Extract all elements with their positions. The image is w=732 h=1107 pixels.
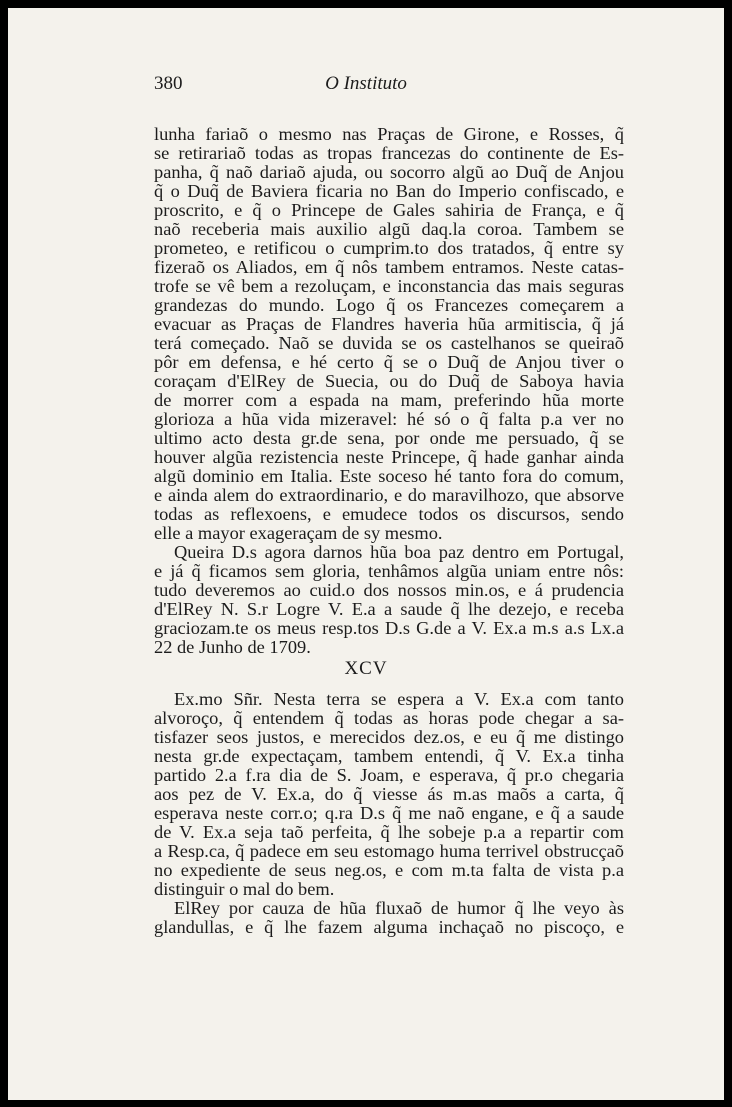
text-line: terá começado. Naõ se duvida se os castelhanos se queiraõ <box>154 333 624 353</box>
text-line: nesta gr.de expectaçam, tambem entendi, q̃ V. Ex.a tinha <box>154 746 624 766</box>
text-line: alvoroço, q̃ entendem q̃ todas as horas pode chegar a sa- <box>154 708 624 728</box>
text-line: panha, q̃ naõ dariaõ ajuda, ou socorro algũ ao Duq̃ de Anjou <box>154 162 624 182</box>
running-title: O Instituto <box>325 73 407 94</box>
text-line: prometeo, e retificou o cumprim.to dos tratados, q̃ entre sy <box>154 238 624 258</box>
text-line: no expediente de seus neg.os, e com m.ta falta de vista p.a <box>154 860 624 880</box>
text-line: de V. Ex.a seja taõ perfeita, q̃ lhe sobeje p.a a repartir com <box>154 822 624 842</box>
text-line: aos pez de V. Ex.a, do q̃ viesse ás m.as maõs a carta, q̃ <box>154 784 624 804</box>
section-title: XCV <box>344 658 388 679</box>
text-line: trofe se vê bem a rezoluçam, e inconstancia das mais seguras <box>154 276 624 296</box>
text-line: glandullas, e q̃ lhe fazem alguma inchaçaõ no piscoço, e <box>154 917 624 937</box>
text-line: tudo deveremos ao cuid.o dos nossos min.os, e á prudencia <box>154 580 624 600</box>
text-line: partido 2.a f.ra dia de S. Joam, e esperava, q̃ pr.o chegaria <box>154 765 624 785</box>
text-line: distinguir o mal do bem. <box>154 879 335 899</box>
text-line: q̃ o Duq̃ de Baviera ficaria no Ban do Imperio confiscado, e <box>154 181 624 201</box>
text-line: ElRey por cauza de hũa fluxaõ de humor q̃ lhe veyo às <box>174 898 624 918</box>
text-line: a Resp.ca, q̃ padece em seu estomago huma terrivel obstrucçaõ <box>154 841 624 861</box>
text-line: de morrer com a espada na mam, preferindo hũa morte <box>154 390 624 410</box>
text-line: ultimo acto desta gr.de sena, por onde me persuado, q̃ se <box>154 428 624 448</box>
text-line: glorioza a hũa vida mizeravel: hé só o q̃ falta p.a ver no <box>154 409 624 429</box>
text-line: houver algũa rezistencia neste Princepe, q̃ hade ganhar ainda <box>154 447 624 467</box>
text-line: 22 de Junho de 1709. <box>154 637 311 657</box>
text-line: todas as reflexoens, e emudece todos os discursos, sendo <box>154 504 624 524</box>
text-line: e já q̃ ficamos sem gloria, tenhâmos algũa uniam entre nôs: <box>154 561 624 581</box>
text-line: d'ElRey N. S.r Logre V. E.a a saude q̃ lhe dezejo, e receba <box>154 599 624 619</box>
text-line: elle a mayor exageraçam de sy mesmo. <box>154 523 443 543</box>
text-line: se retirariaõ todas as tropas francezas do continente de Es- <box>154 143 624 163</box>
text-line: lunha fariaõ o mesmo nas Praças de Girone, e Rosses, q̃ <box>154 124 624 144</box>
text-line: tisfazer seos justos, e merecidos dez.os, e eu q̃ me distingo <box>154 727 624 747</box>
page-number: 380 <box>154 73 183 94</box>
book-page <box>8 8 724 1100</box>
text-line: Queira D.s agora darnos hũa boa paz dentro em Portugal, <box>174 542 624 562</box>
text-line: grandezas do mundo. Logo q̃ os Francezes começarem a <box>154 295 624 315</box>
text-line: esperava neste corr.o; q.ra D.s q̃ me naõ engane, e q̃ a saude <box>154 803 624 823</box>
text-line: graciozam.te os meus resp.tos D.s G.de a V. Ex.a m.s a.s Lx.a <box>154 618 624 638</box>
text-line: fizeraõ os Aliados, em q̃ nôs tambem entramos. Neste catas- <box>154 257 624 277</box>
text-line: evacuar as Praças de Flandres haveria hũa armitiscia, q̃ já <box>154 314 624 334</box>
text-line: algũ dominio em Italia. Este soceso hé tanto fora do comum, <box>154 466 624 486</box>
text-line: coraçam d'ElRey de Suecia, ou do Duq̃ de Saboya havia <box>154 371 624 391</box>
page-header <box>8 73 724 101</box>
text-line: e ainda alem do extraordinario, e do maravilhozo, que absorve <box>154 485 624 505</box>
text-line: Ex.mo Sñr. Nesta terra se espera a V. Ex.a com tanto <box>174 689 624 709</box>
text-line: pôr em defensa, e hé certo q̃ se o Duq̃ de Anjou tiver o <box>154 352 624 372</box>
text-line: proscrito, e q̃ o Princepe de Gales sahiria de França, e q̃ <box>154 200 624 220</box>
text-line: naõ receberia mais auxilio algũ daq.la coroa. Tambem se <box>154 219 624 239</box>
